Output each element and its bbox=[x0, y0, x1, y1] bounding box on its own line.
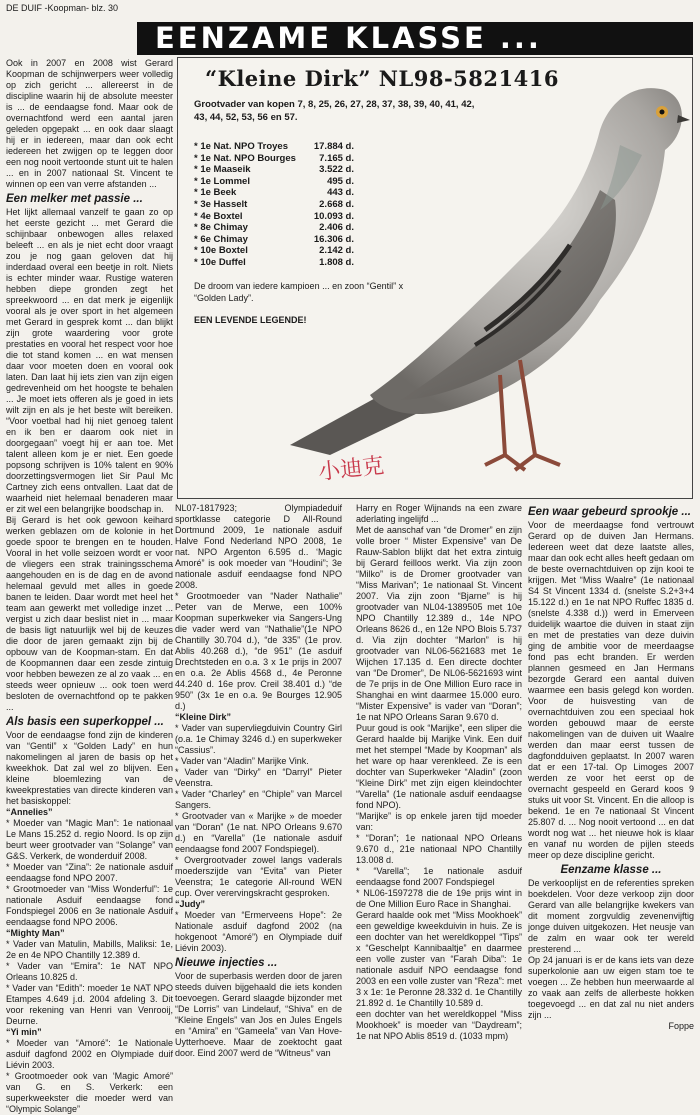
paragraph: “Marijke” is op enkele jaren tijd moeder van: bbox=[356, 811, 522, 832]
paragraph: * Vader van “Edith”: moeder 1e NAT NPO Etampes 4.649 j.d. 2004 afdeling 3. Dit voor rekening van Henri van Venrooij, Deurne. bbox=[6, 983, 173, 1026]
result-place: * 4e Boxtel bbox=[194, 210, 243, 222]
paragraph: Voor de eendaagse fond zijn de kinderen van “Gentil” x “Golden Lady” en hun nakomelingen al jaren de basis op het kweekhok. Dat zal wel zo blijven. Een kleine bloemlezing van de kweekprestaties van directe kinderen van het basiskoppel: bbox=[6, 730, 173, 806]
paragraph: * NL06-1597278 die de 19e prijs wint in de One Million Euro Race in Shanghai. bbox=[356, 888, 522, 909]
paragraph: een dochter van het wereldkoppel “Miss Mookhoek” is moeder van “Daydream”; 1e nat NPO Ablis 8519 d. (1033 mpm) bbox=[356, 1009, 522, 1041]
result-distance: 2.142 d. bbox=[319, 245, 354, 257]
result-distance: 443 d. bbox=[327, 187, 354, 199]
paragraph: Voor de superbasis werden door de jaren steeds duiven bijgehaald die iets konden toevoegen. Gerard slaagde bijzonder met “De Lorris” van Lindelauf, “Shiva” en de “Kleine Engels” van Jos en Jules Engels en “Amira” en “Gameela” van Van Hove-Uytterhoeve. Maar de zoektocht gaat door. Eind 2007 werd de “Witneus” van bbox=[175, 971, 342, 1058]
paragraph: Voor de meerdaagse fond vertrouwt Gerard op de duiven Jan Hermans. Iedereen weet dat deze laatste alles, maar dan ook echt alles heeft gedaan om de beste overnachtduiven op zijn kooi te krijgen. Met “Miss Waalre” (1e nationaal S4 St Vincent 1334 d. (snelste S.2+3+4 15.122 d.) en 1e nat NPO Ruffec 1835 d. (snelste 4.338 d.)) werd in Emerveen duidelijk waartoe die duiven in staat zijn en met de prestaties van deze duivin ging de ambitie voor de meerdaagse fond pas echt branden. Er werden plannen gesmeed en Jan Hermans bezorgde Gerard een aantal duiven waarmee een basis gelegd kon worden. Voor de huisvesting van de overnachtduiven zou een speciaal hok worden gebouwd maar de eerste nakomelingen van de duiven uit Waalre werden dan maar eerst tussen de dagfondduiven geplaatst. In 2007 waren dat er een 17-tal. Op Limoges 2007 werden ze voor het eerst op de overnacht gespeeld en Gerard koos 9 stuks uit voor St. Vincent. En die alloop is bekend. 1e en 7e nationaal St Vincent 25.807 d. ... Nog nooit vertoond ... en dat wordt nog wat ... het nieuwe hok is klaar en vanaf nu worden de pijlen steeds meer op deze discipline gericht. bbox=[528, 520, 694, 860]
column-1 bbox=[6, 58, 173, 1115]
result-row bbox=[194, 164, 354, 176]
paragraph: * Vader van “Emira”: 1e NAT NPO Orleans 10.825 d. bbox=[6, 961, 173, 982]
section-heading: Een melker met passie ... bbox=[6, 193, 143, 205]
subheading: “Kleine Dirk” bbox=[175, 712, 232, 722]
subheading: “Annelies” bbox=[6, 807, 53, 817]
result-place: * 1e Nat. NPO Bourges bbox=[194, 152, 296, 164]
paragraph: Harry en Roger Wijnands na een zware aderlating ingelijfd ... bbox=[356, 503, 522, 524]
paragraph: * Moeder van “Zina”: 2e nationale asduif eendaagse fond NPO 2007. bbox=[6, 862, 173, 883]
paragraph: * Vader van “Aladin” Marijke Vink. bbox=[175, 756, 309, 766]
signature: 小迪克 bbox=[317, 453, 386, 486]
result-row bbox=[194, 245, 354, 257]
subheading: “Judy” bbox=[175, 899, 206, 909]
caption-text: De droom van iedere kampioen ... en zoon “Gentil” x “Golden Lady”. bbox=[194, 281, 404, 303]
paragraph: Bij Gerard is het ook gewoon keihard werken geblazen om de kolonie in het goede spoor te brengen en te houden. Vooral in het volle seizoen wordt er voor de vliegers een strak trainingsschema aangehouden en is de dag en de avond helemaal gevuld met alles in goede banen te leiden. Daar wordt met heel het team aan gewerkt met volledige inzet ... vergist u zich daar beslist niet in ... maar de basis ligt natuurlijk wel bij de keuzes die door de jaren gemaakt zijn bij de opbouw van de Koopman-stam. En dat de Koopmannen daar een zesde zintuig voor hebben bewezen ze al zo vaak ... en steeds weer opnieuw ... ook toen werd besloten de overnachtfond op te pakken ... bbox=[6, 515, 173, 712]
result-distance: 3.522 d. bbox=[319, 164, 354, 176]
paragraph: Het lijkt allemaal vanzelf te gaan zo op het eerste gezicht ... met Gerard die schijnbaar onbewogen alles relaxed beleeft ... en als je niet echt door vraagt zou je nog gaan geloven dat hij inderdaad overal een beetje in rolt. Niets is echter minder waar. Rustige wateren hebben diepe gronden zegt het spreekwoord ... en dat merk je eigenlijk vooral als je over sport in het algemeen met Gerard in gesprek komt ... dan blijkt zijn grote waardering voor grote prestaties en vooral het respect voor hoe die tot stand komen ... en wat mensen daar voor moeten doen en vooral ook laten. Dan laat hij iets zien van zijn eigen gedrevenheid om het hoogste te behalen ... Je moet iets offeren als je goed in iets wilt zijn en als je het beste wilt bereiken. “Voor voetbal had hij niet genoeg talent en ik ben er daarom ook niet in doorgegaan” voegt hij er aan toe. Met talent alleen kom je er niet. Een goede popsong schrijven is 10% talent en 90% doorzettingsvermogen liet Sir Paul Mc Cartney zich eens ontvallen. Laat dat de waarheid niet helemaal benaderen maar er zit wel een belangrijke boodschap in. bbox=[6, 207, 173, 514]
paragraph: De verkooplijst en de referenties spreken boekdelen. Voor deze verkoop zijn door Gerard van alle belangrijke kwekers van dit moment zorgvuldig zevenenvijftig jonge duiven uitgekozen. Het neusje van de zalm en waar ook ter wereld presterend ... bbox=[528, 878, 694, 954]
result-row bbox=[194, 234, 354, 246]
page-header: DE DUIF -Koopman- blz. 30 bbox=[6, 3, 119, 13]
result-distance: 10.093 d. bbox=[313, 210, 354, 222]
result-place: * 1e Maaseik bbox=[194, 164, 251, 176]
result-place: * 10e Boxtel bbox=[194, 245, 248, 257]
paragraph: NL07-1817923; Olympiadeduif sportklasse categorie D All-Round Dortmund 2009, 1e nationale asduif Halve Fond Nederland NPO 2008, 1e nat. NPO Argenton 6.595 d.. ‘Magic Amoré” is ook moeder van “Houdini”; 3e nationale asduif eendaagse fond NPO 2008. bbox=[175, 503, 342, 590]
author-signature: Foppe bbox=[668, 1021, 694, 1031]
result-distance: 495 d. bbox=[327, 175, 354, 187]
result-row bbox=[194, 141, 354, 153]
result-row bbox=[194, 153, 354, 165]
pigeon-image bbox=[270, 60, 690, 490]
subheading: “Mighty Man” bbox=[6, 928, 65, 938]
result-place: * 8e Chimay bbox=[194, 222, 248, 234]
section-heading: Een waar gebeurd sprookje ... bbox=[528, 506, 691, 518]
paragraph: * Vader van Matulin, Mabills, Maliksi: 1e, 2e en 4e NPO Chantilly 12.389 d. bbox=[6, 939, 173, 960]
result-distance: 2.668 d. bbox=[319, 198, 354, 210]
paragraph: * Grootmoeder ook van ‘Magic Amoré” van G. en S. Verkerk: een superkweekster die moeder werd van “Olympic Solange” bbox=[6, 1071, 173, 1114]
result-place: * 1e Beek bbox=[194, 187, 237, 199]
paragraph: * Moeder van “Ermerveens Hope”: 2e Nationale asduif dagfond 2002 (na hokgenoot “Amoré”) en Olympiade duif Liévin 2003). bbox=[175, 910, 342, 953]
result-distance: 17.884 d. bbox=[313, 141, 354, 152]
results-table bbox=[194, 141, 354, 269]
grandfather-text: Grootvader van kopen 7, 8, 25, 26, 27, 28, 37, 38, 39, 40, 41, 42, 43, 44, 52, 53, 56 en 57. bbox=[194, 99, 475, 123]
paragraph: * Overgrootvader zowel langs vaderals moederszijde van “Evita” van Pieter Veenstra; 1e categorie All-round WEN cup. Over verervingskracht gesproken. bbox=[175, 855, 342, 898]
result-distance: 1.808 d. bbox=[319, 256, 354, 268]
paragraph: * Grootmoeder van “Miss Wonderful”: 1e nationale Asduif eendaagse fond Fondspiegel 2006 en 3e nationale Asduif eendaagse fond NPO 2006. bbox=[6, 884, 173, 927]
result-row bbox=[194, 176, 354, 188]
result-distance: 16.306 d. bbox=[313, 233, 354, 245]
paragraph: * Vader van supervliegduivin Country Girl (o.a. 1e Chimay 3246 d.) en superkweker “Cassius”. bbox=[175, 723, 342, 755]
subheading: “Yi min” bbox=[6, 1027, 42, 1037]
section-heading: Eenzame klasse ... bbox=[560, 864, 662, 876]
paragraph: * Moeder van “Amoré”: 1e Nationale asduif dagfond 2002 en Olympiade duif Liévin 2003. bbox=[6, 1038, 173, 1070]
paragraph: Gerard haalde ook met “Miss Mookhoek” een geweldige kweekduivin in huis. Ze is een dochter van het wereldkoppel “Tips” x “Geschelpt Kannibaaltje” en daarmee een volle zuster van “Farah Diba”: 1e nationale asduif NPO eendaagse fond 2003 en een volle zuster van “Reza”: met 3 x 1e: 1e Peronne 28.332 d. 1e Chantilly 21.892 d. 1e Chantilly 10.589 d. bbox=[356, 910, 522, 1008]
feature-title: “Kleine Dirk” NL98-5821416 bbox=[205, 66, 559, 91]
result-place: * 3e Hasselt bbox=[194, 198, 248, 210]
paragraph: * “Doran”; 1e nationaal NPO Orleans 9.670 d., 21e nationaal NPO Chantilly 13.008 d. bbox=[356, 833, 522, 865]
paragraph: * Vader van “Dirky” en “Darryl” Pieter Veenstra. bbox=[175, 767, 342, 788]
banner-title: EENZAME KLASSE ... bbox=[137, 22, 693, 55]
result-place: * 1e Nat. NPO Troyes bbox=[194, 141, 288, 152]
paragraph: Met de aanschaf van “de Dromer” en zijn volle broer “ Mister Expensive” van De Rauw-Sablon blijkt dat het extra zintuig bij Gerard feilloos werkt. Via zijn zoon “Milko” is de Dromer grootvader van “Miss Marivan”; 1e nationaal St. Vincent 2007. Via zijn zoon “Bjarne” is hij grootvader van NL04-1389505 met 10e NPO Chantilly 12.389 d., 14e NPO Orleans 8626 d., en 12e NPO Blois 5.737 d. Via zijn dochter “Marlon” is hij grootvader van NL06-5621683 met 1e Wijchen 17.135 d. Een directe dochter van “De Dromer”, De NL06-5621693 wint de 7e prijs in de One Million Euro race in Shanghai en wint daarmee 15.000 euro. “Mister Expensive” is vader van “Doran”; 1e nat NPO Orleans Saran 9.670 d. bbox=[356, 525, 522, 722]
intro-paragraph: Ook in 2007 en 2008 wist Gerard Koopman de schijnwerpers weer volledig op zich gericht ... allereerst in de discipline waarin hij de absolute meester is ... de eendaagse fond. Maar ook de overnachtfond werd een aantal jaren geleden opgepakt ... en ook daar slaagt hij er in iedereen, maar dan ook echt iedereen het zwijgen op te leggen door een nog nooit vertoonde stunt uit te halen ... en in 2007 nationaal St. Vincent te winnen op een van verre afstanden ... bbox=[6, 58, 173, 189]
result-place: * 10e Duffel bbox=[194, 256, 246, 268]
legend-text: EEN LEVENDE LEGENDE! bbox=[194, 315, 307, 325]
section-heading: Als basis een superkoppel ... bbox=[6, 716, 164, 728]
paragraph: Puur goud is ook “Marijke”, een sliper die Gerard haalde bij Marijke Vink. Een duif met het stempel “Made by Koopman” als het ware op haar verenkleed. Ze is een dochter van Superkweker “Aladin” (zoon “Kleine Dirk” met zijn eigen kleindochter “Varella” (1e nationale asduif eendaagse fond NPO). bbox=[356, 723, 522, 810]
result-place: * 6e Chimay bbox=[194, 233, 248, 245]
column-4 bbox=[528, 503, 694, 1032]
result-row bbox=[194, 211, 354, 223]
result-row bbox=[194, 222, 354, 234]
result-row bbox=[194, 187, 354, 199]
result-row bbox=[194, 257, 354, 269]
paragraph: * Moeder van “Magic Man”: 1e nationaal Le Mans 15.252 d. regio Noord. Is op zijn beurt weer grootvader van “Solange” van G&S. Verkerk, de wonderduif 2008. bbox=[6, 818, 173, 861]
result-distance: 7.165 d. bbox=[319, 152, 354, 164]
paragraph: * “Varella”; 1e nationale asduif eendaagse fond 2007 Fondspiegel bbox=[356, 866, 522, 887]
result-place: * 1e Lommel bbox=[194, 175, 250, 187]
section-heading: Nieuwe injecties ... bbox=[175, 957, 278, 969]
paragraph: * Grootvader van « Marijke » de moeder van “Doran” (1e nat. NPO Orleans 9.670 d.) en “Varella” (1e nationale asduif eendaagse fond 2007 Fondspiegel). bbox=[175, 811, 342, 854]
result-distance: 2.406 d. bbox=[319, 222, 354, 234]
paragraph: * Vader “Charley” en “Chiple” van Marcel Sangers. bbox=[175, 789, 342, 810]
column-3 bbox=[356, 503, 522, 1042]
result-row bbox=[194, 199, 354, 211]
column-2 bbox=[175, 503, 342, 1059]
paragraph: Op 24 januari is er de kans iets van deze superkolonie aan uw eigen stam toe te voegen ... Ze hebben hun meerwaarde al zo vaak aan zelfs de allerbeste hokken toegevoegd ... en dat zal nu niet anders zijn ... bbox=[528, 955, 694, 1020]
paragraph: * Grootmoeder van “Nader Nathalie” Peter van de Merwe, een 100% Koopman superkweker via Sangers-Ung die vader werd van “Nathalie”(1e NPO Chantilly 30.704 d.), “de 335” (1e prov. Ablis 40.268 d.), “de 951” (1e asduif Drechtsteden en o.a. 3 x 1e prijs in 2007 en o.a. 2e Ablis 4568 d., 4e Peronne 44.240 d. 16e prov. Creil 38.401 d.) “de 950” (3x 1e en o.a. 9e Bourges 12.905 d.) bbox=[175, 591, 342, 711]
